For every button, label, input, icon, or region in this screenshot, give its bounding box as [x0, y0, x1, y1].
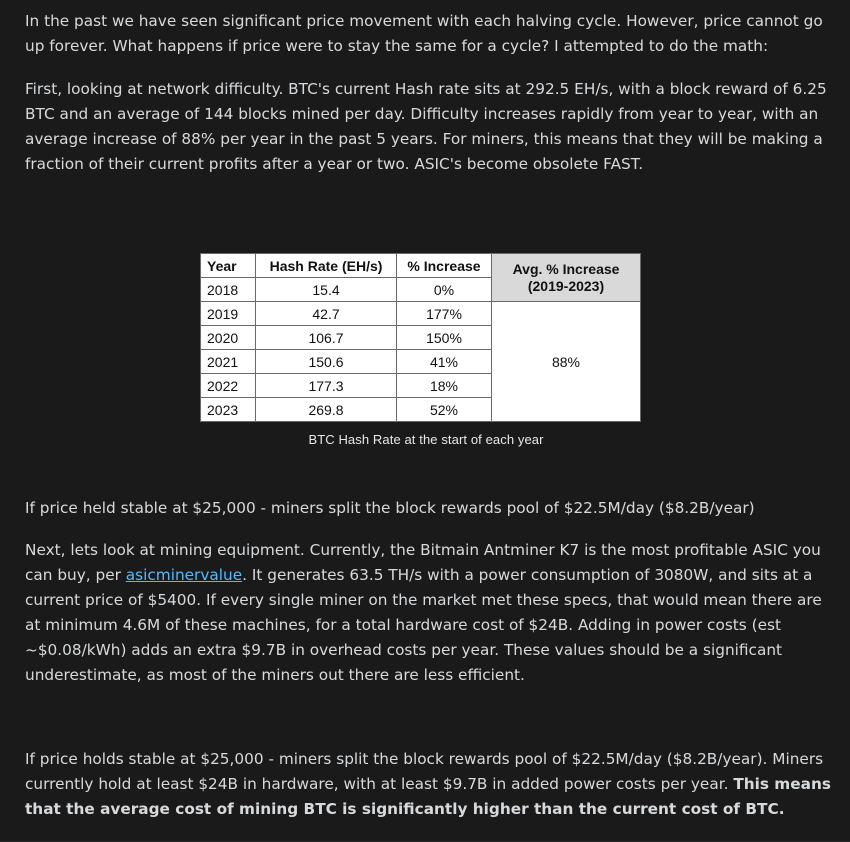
- cell-year: 2021: [201, 350, 256, 374]
- table-row: [201, 302, 641, 326]
- conclusion-bold-text: This means that the average cost of mining BTC is significantly higher than the current cost of BTC.: [25, 775, 831, 818]
- cell-hash-rate: 269.8: [256, 398, 397, 422]
- header-hash-rate: Hash Rate (EH/s): [256, 254, 397, 278]
- cell-increase: 0%: [397, 278, 492, 302]
- cell-avg-increase: 88%: [492, 302, 641, 422]
- table-caption: BTC Hash Rate at the start of each year: [308, 432, 544, 447]
- paragraph-text: Next, lets look at mining equipment. Currently, the Bitmain Antminer K7 is the most profitable ASIC you can buy, per: [25, 541, 821, 584]
- paragraph-text: If price holds stable at $25,000 - miners split the block rewards pool of $22.5M/day ($8.2B/year). Miners currently hold at least $24B in hardware, with at least $9.7B in added power costs per year.: [25, 750, 824, 793]
- cell-hash-rate: 42.7: [256, 302, 397, 326]
- header-avg-line2: (2019-2023): [527, 277, 605, 294]
- cell-year: 2019: [201, 302, 256, 326]
- cell-increase: 150%: [397, 326, 492, 350]
- paragraph-conclusion: [25, 747, 833, 822]
- cell-increase: 41%: [397, 350, 492, 374]
- cell-increase: 18%: [397, 374, 492, 398]
- paragraph-mining-equipment: [25, 538, 833, 688]
- header-avg-increase: [492, 254, 641, 302]
- cell-year: 2022: [201, 374, 256, 398]
- cell-hash-rate: 177.3: [256, 374, 397, 398]
- paragraph-text: . It generates 63.5 TH/s with a power consumption of 3080W, and sits at a current price of $5400. If every single miner on the market met these specs, that would mean there are at minimum 4.6M of these machines, for a total hardware cost of $24B. Adding in power costs (est ~$0.08/kWh) adds an extra $9.7B in overhead costs per year. These values should be a significant underestimate, as most of the miners out there are less efficient.: [25, 566, 822, 684]
- cell-year: 2020: [201, 326, 256, 350]
- hash-rate-table: [200, 253, 641, 422]
- paragraph-intro: In the past we have seen significant price movement with each halving cycle. However, price cannot go up forever. What happens if price were to stay the same for a cycle? I attempted to do the math:: [25, 12, 823, 55]
- cell-year: 2018: [201, 278, 256, 302]
- paragraph-difficulty: First, looking at network difficulty. BTC's current Hash rate sits at 292.5 EH/s, with a block reward of 6.25 BTC and an average of 144 blocks mined per day. Difficulty increases rapidly from year to year, with an average increase of 88% per year in the past 5 years. For miners, this means that they will be making a fraction of their current profits after a year or two. ASIC's become obsolete FAST.: [25, 80, 827, 173]
- paragraph-rewards-pool: If price held stable at $25,000 - miners split the block rewards pool of $22.5M/day ($8.2B/year): [25, 499, 755, 517]
- asicminervalue-link[interactable]: asicminervalue: [125, 566, 243, 584]
- header-year: Year: [201, 254, 256, 278]
- cell-hash-rate: 150.6: [256, 350, 397, 374]
- header-increase: % Increase: [397, 254, 492, 278]
- cell-increase: 177%: [397, 302, 492, 326]
- cell-year: 2023: [201, 398, 256, 422]
- cell-hash-rate: 106.7: [256, 326, 397, 350]
- header-avg-line1: Avg. % Increase: [512, 260, 620, 277]
- hash-rate-table-image: [199, 252, 653, 452]
- cell-hash-rate: 15.4: [256, 278, 397, 302]
- cell-increase: 52%: [397, 398, 492, 422]
